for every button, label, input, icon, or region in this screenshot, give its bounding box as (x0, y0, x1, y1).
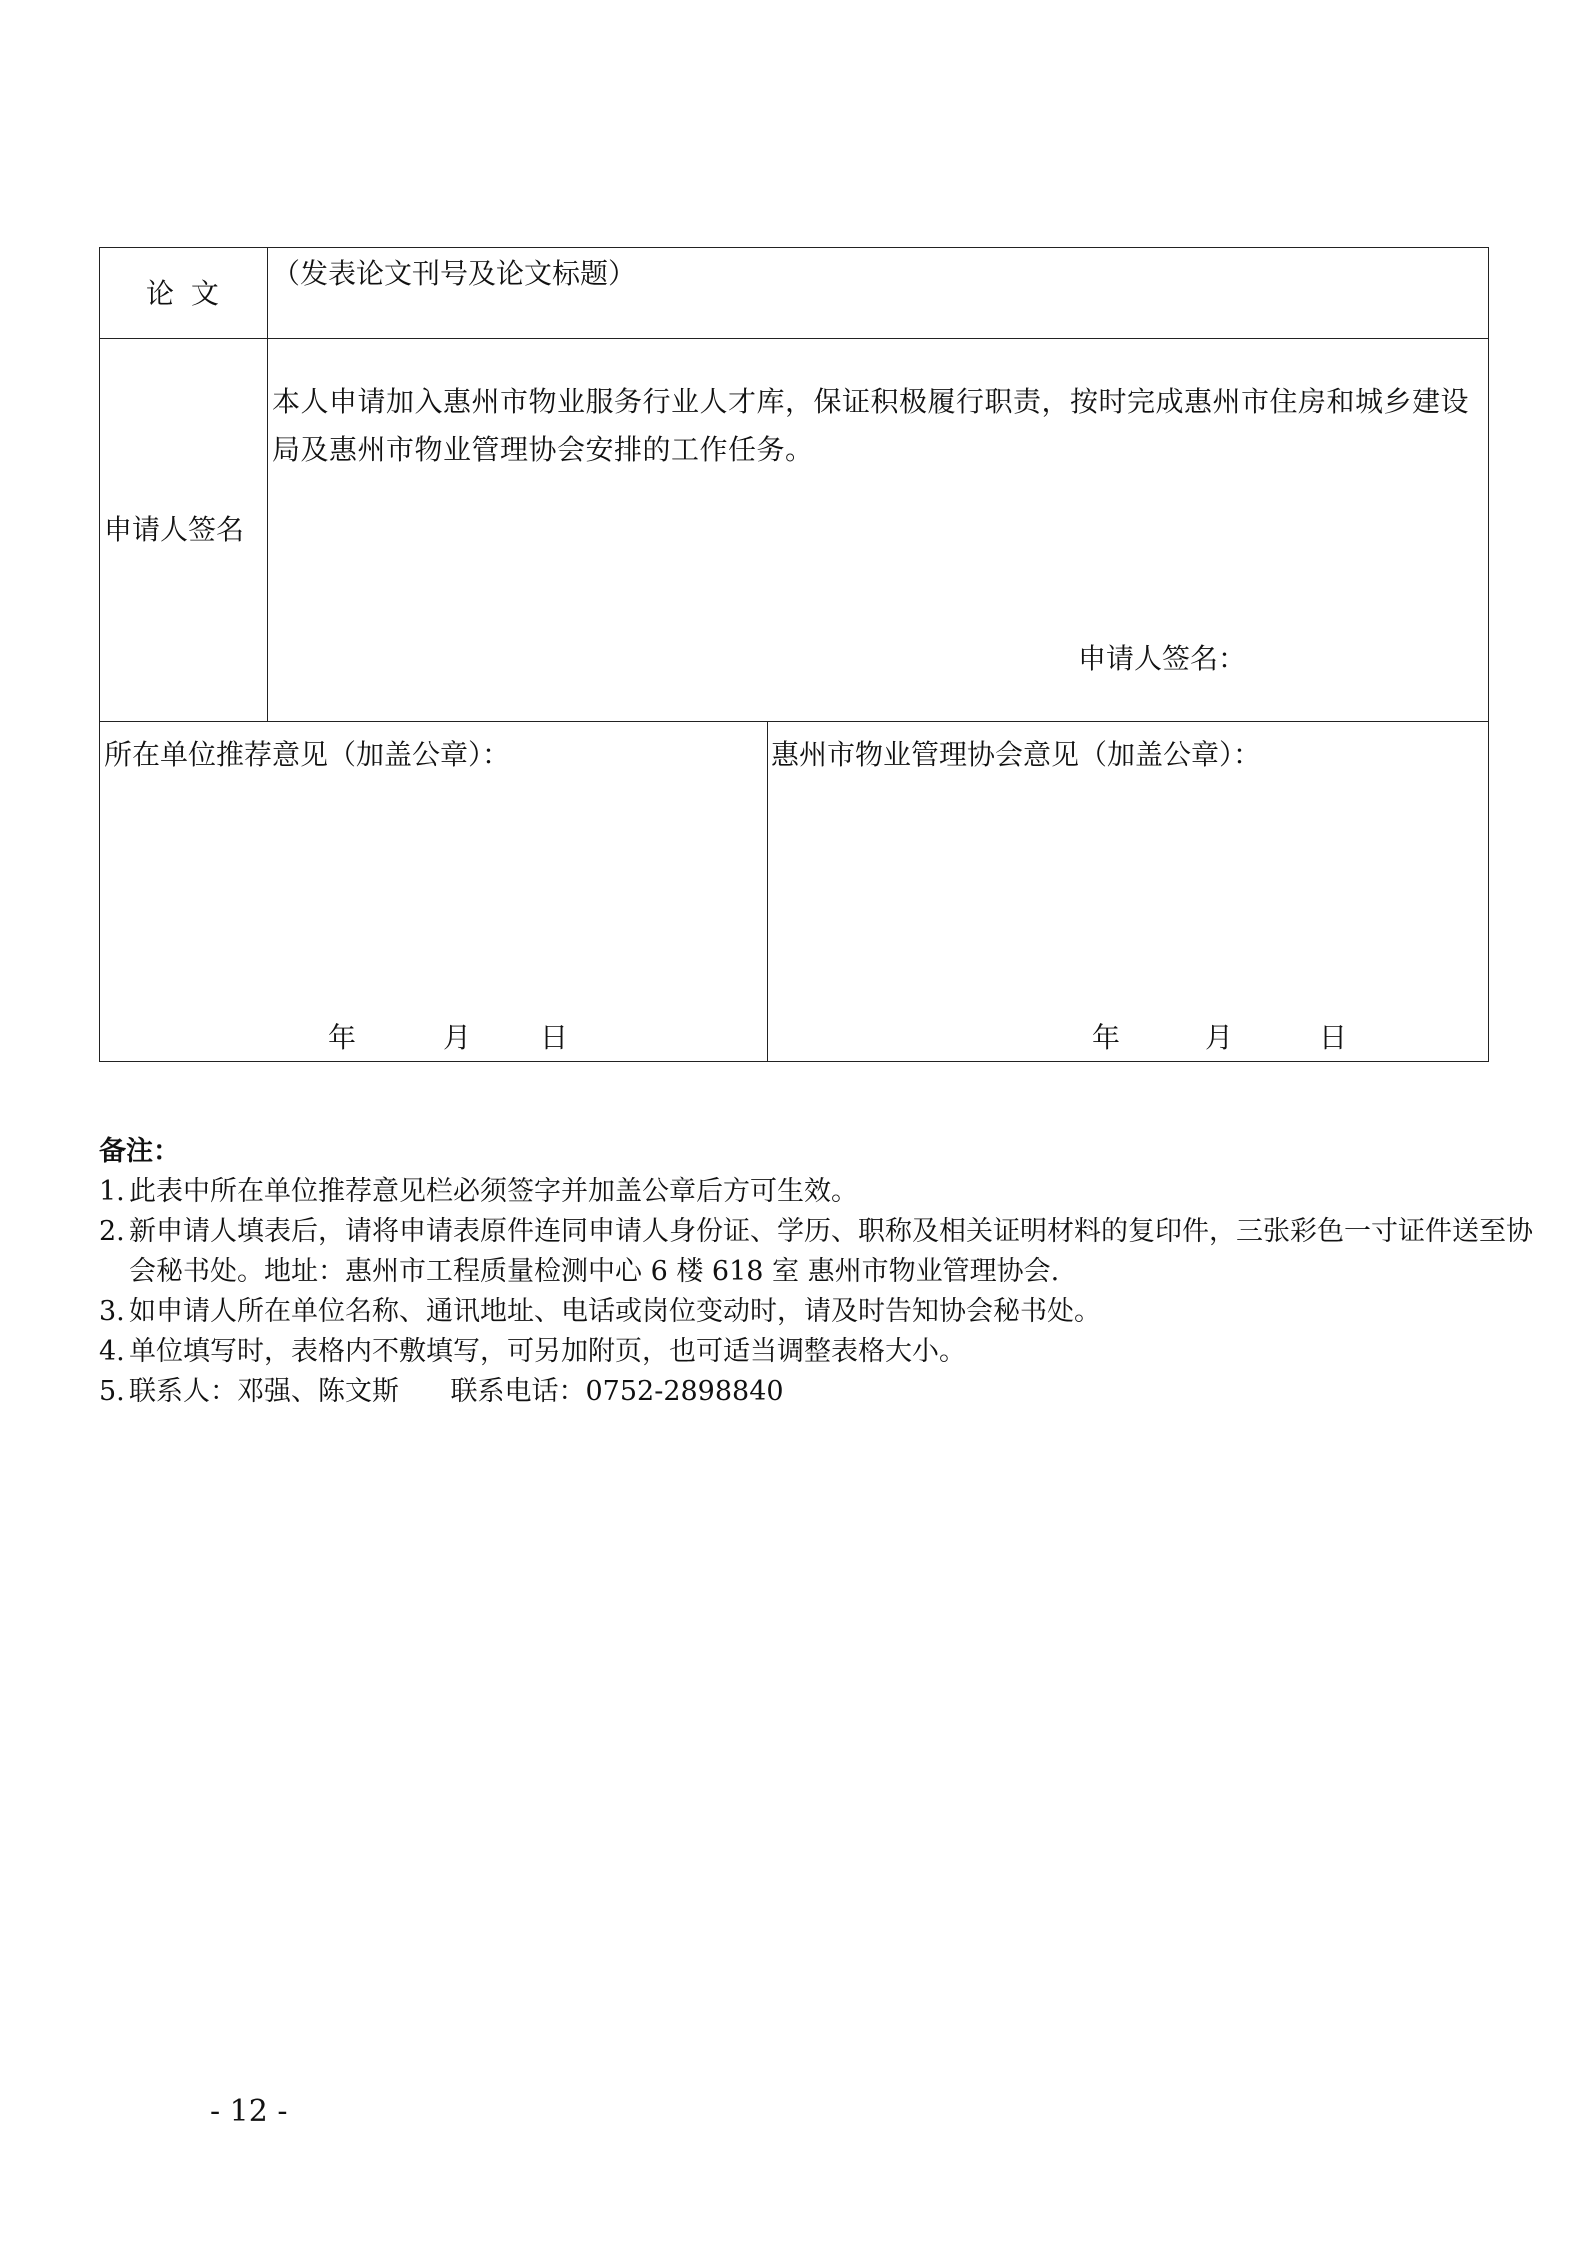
note-item (99, 1292, 1539, 1332)
date-year: 年 (328, 1021, 357, 1054)
row-divider-paper (100, 338, 1488, 339)
date-day: 日 (540, 1021, 569, 1054)
note-number: 4. (99, 1336, 125, 1367)
date-year: 年 (1092, 1021, 1121, 1054)
date-month: 月 (1205, 1021, 1234, 1054)
page-number: - 12 - (210, 2094, 288, 2129)
association-opinion-label[interactable]: 惠州市物业管理协会意见（加盖公章）： (771, 738, 1262, 771)
note-item (99, 1332, 1539, 1372)
note-text: 联系人：邓强、陈文斯 联系电话：0752-2898840 (129, 1376, 784, 1407)
note-text: 单位填写时，表格内不敷填写，可另加附页，也可适当调整表格大小。 (129, 1336, 966, 1367)
row-divider-signature (100, 721, 1488, 722)
note-text: 此表中所在单位推荐意见栏必须签字并加盖公章后方可生效。 (129, 1176, 858, 1207)
signature-field-label[interactable]: 申请人签名： (1078, 642, 1247, 675)
note-number: 2. (99, 1216, 125, 1247)
note-text: 如申请人所在单位名称、通讯地址、电话或岗位变动时，请及时告知协会秘书处。 (129, 1296, 1101, 1327)
note-item (99, 1212, 1539, 1292)
applicant-declaration: 本人申请加入惠州市物业服务行业人才库，保证积极履行职责，按时完成惠州市住房和城乡建设局及惠州市物业管理协会安排的工作任务。 (272, 385, 1470, 466)
application-form-table (99, 247, 1489, 1062)
note-text: 新申请人填表后，请将申请表原件连同申请人身份证、学历、职称及相关证明材料的复印件，三张彩色一寸证件送至协会秘书处。地址：惠州市工程质量检测中心 6 楼 618 室 惠州市物业管理协会. (129, 1216, 1533, 1287)
applicant-signature-label: 申请人签名 (104, 513, 245, 546)
note-number: 1. (99, 1176, 125, 1207)
note-number: 3. (99, 1296, 125, 1327)
note-item (99, 1172, 1539, 1212)
unit-opinion-label[interactable]: 所在单位推荐意见（加盖公章）： (104, 738, 511, 771)
date-day: 日 (1319, 1021, 1348, 1054)
opinion-column-divider (767, 721, 768, 1062)
paper-input-hint[interactable]: （发表论文刊号及论文标题） (272, 257, 637, 290)
note-number: 5. (99, 1376, 125, 1407)
paper-label: 论 文 (146, 277, 223, 310)
notes-title: 备注： (99, 1136, 180, 1167)
notes-section (99, 1132, 1539, 1412)
date-month: 月 (443, 1021, 472, 1054)
label-column-divider (267, 248, 268, 721)
note-item (99, 1372, 1539, 1412)
